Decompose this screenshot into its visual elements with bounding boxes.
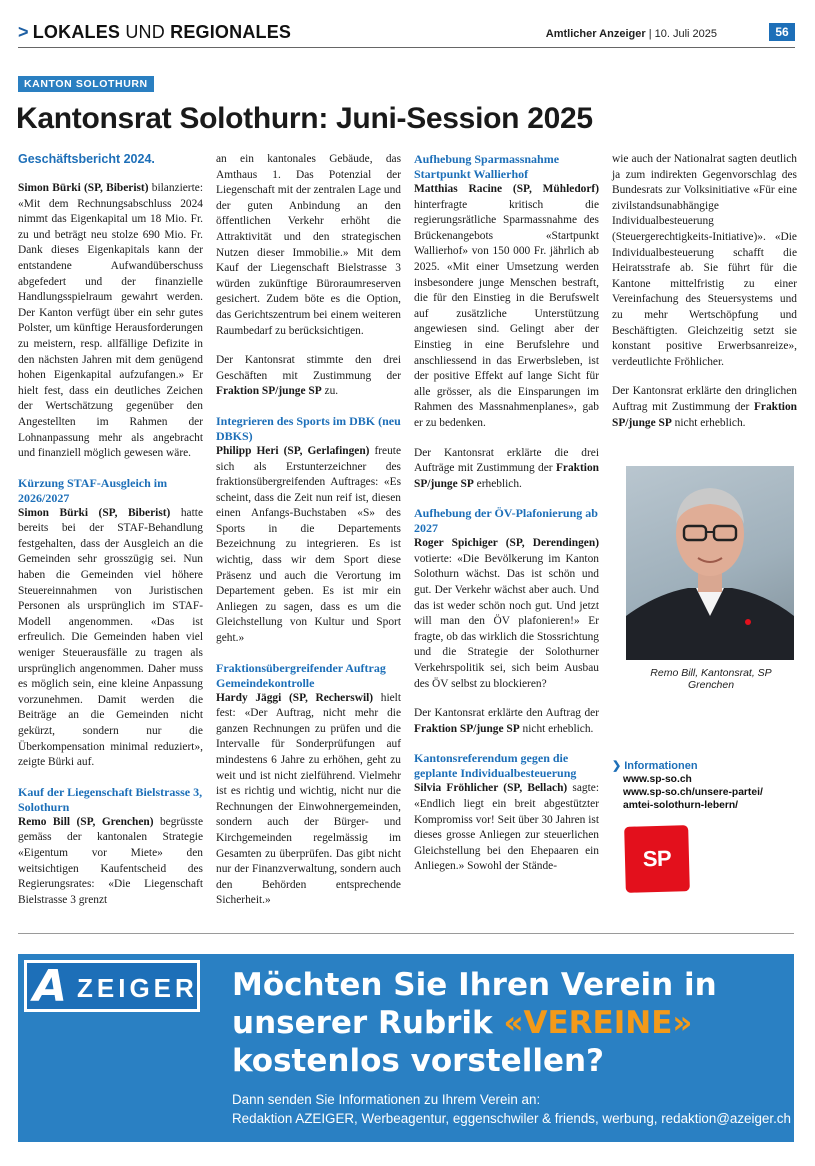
ad-headline: Möchten Sie Ihren Verein in unserer Rubrik «VEREINE» kostenlos vorstellen? <box>232 967 717 1079</box>
azeiger-logo-mark: A <box>33 961 68 1012</box>
info-box <box>612 760 763 812</box>
paragraph: Philipp Heri (SP, Gerlafingen) freute sich als Erstunterzeichner des fraktionsübergreifenden Auftrages: «Es scheint, dass die Zeit nun reif ist, diesen einen Anfangs-Buchstaben «S» des Sports in die Departements Bezeichnung zu integrieren. Es ist wichtig, dass wir dem Sport diese Präsenz und auch die Verortung im Departement geben. Es ist mir ein Anliegen zu sagen, dass es um die Gleichstellung von Kultur und Sport geht.» <box>216 444 401 645</box>
portrait-photo <box>626 466 794 660</box>
paragraph: an ein kantonales Gebäude, das Amthaus 1. Das Potenzial der Liegenschaft mit der zentralen Lage und der guten Anbindung an den öffentlichen Verkehr erhöht die Attraktivität und den strategischen Nutzen dieser Immobilie.» Mit dem Kauf der Liegenschaft Bielstrasse 3 würden zukünftige Büroraumreserven gesichert. Zudem böte es die Option, das Gerichtszentrum bei einem weiteren Raumbedarf zu berücksichtigen. <box>216 153 401 337</box>
paragraph: Matthias Racine (SP, Mühledorf) hinterfragte kritisch die regierungsrätliche Sparmassnahme des Brückenangebots «Startpunkt Wallierhof» von 150 000 Fr. jährlich ab 2025. «Mit einer Umsetzung werden insbesondere junge Menschen bestraft, die für den Einstieg in die Berufswelt auf zusätzliche Unterstützung angewiesen sind. Gelingt aber der Einstieg in eine Berufslehre und anschliessend in das Erwerbsleben, ist der positive Effekt auf lange Sicht für alle grösser, als die Einsparungen im Rahmen des Massnahmenplanes», gab er zu bedenken. <box>414 183 599 429</box>
article-column-4 <box>612 152 797 445</box>
headline: Kantonsrat Solothurn: Juni-Session 2025 <box>16 102 593 135</box>
paragraph: Remo Bill (SP, Grenchen) begrüsste gemäss der kantonalen Strategie «Eigentum vor Miete» den weitsichtigen Kaufentscheid des Regierungsrates: «Die Liegenschaft Bielstrasse 3 grenzt <box>18 815 203 906</box>
page-number: 56 <box>769 23 795 41</box>
info-title: ❯ Informationen <box>612 760 698 772</box>
azeiger-advertisement <box>18 954 794 1142</box>
article-column-1 <box>18 152 203 922</box>
paragraph: Hardy Jäggi (SP, Recherswil) hielt fest: «Der Auftrag, nicht mehr die ganzen Rechnungen zu prüfen und die Intervalle für Sonderprüfungen auf mindestens 6 Jahre zu erhöhen, geht zu weit und ist nicht zielführend. Vielmehr ist es richtig und wichtig, nicht nur die Rechnungen der Einwohnergemeinden, sondern auch der Bürger- und Kirchgemeinden regelmässig im Gesamten zu überprüfen. Das gibt nicht nur der Finanzverwaltung, sondern auch den Behörden entsprechende Sicherheit.» <box>216 691 401 907</box>
portrait-illustration <box>626 466 794 660</box>
paragraph: Simon Bürki (SP, Biberist) hatte bereits bei der STAF-Behandlung festgehalten, dass der Ausgleich an die Gemeinden sehr grosszügig sei. Nun haben die Gemeinden viel höhere Steuereinnahmen von Juristischen Personen als ursprünglich im STAF-Modell angenommen. «Das ist erfreulich. Die Gemeinden haben viel weniger Steuerausfälle zu tragen als ursprünglich angenommen. Daher muss es möglich sein, eine kleine Anpassung vorzunehmen. Damit werden die Beiträge an die Gemeinden nicht gekürzt, sondern nur die Überkompensation minimal reduziert», zeigte Bürki auf. <box>18 506 203 769</box>
subheading: Kantonsreferendum gegen die geplante Individualbesteuerung <box>414 751 577 781</box>
sp-party-logo: SP <box>624 825 690 893</box>
kicker-label: KANTON SOLOTHURN <box>18 76 154 92</box>
chevron-right-icon: ❯ <box>612 760 622 772</box>
section-title: > LOKALES UND REGIONALES <box>18 22 292 42</box>
divider <box>18 933 794 934</box>
azeiger-logo <box>24 960 200 1012</box>
paragraph: Roger Spichiger (SP, Derendingen) votierte: «Die Bevölkerung im Kanton Solothurn wächst. Das ist schön und gut. Der Verkehr wächst aber auch. Und das ist weder schön noch gut. Und jetzt will man den ÖV plafonieren!» Er fragte, ob das wirklich die Stossrichtung und die Strategie der Solothurner Verkehrspolitik sei, sich beim Ausbau des ÖV selbst zu blockieren? <box>414 537 599 690</box>
subheading: Aufhebung der ÖV-Plafonierung ab 2027 <box>414 506 598 536</box>
publication-info: Amtlicher Anzeiger | 10. Juli 2025 <box>545 28 717 40</box>
page-header <box>18 22 795 48</box>
info-link[interactable]: amtei-solothurn-lebern/ <box>623 800 738 811</box>
subheading: Integrieren des Sports im DBK (neu DBKS) <box>216 413 401 443</box>
subheading: Fraktionsübergreifender Auftrag Gemeindekontrolle <box>216 660 386 690</box>
paragraph: Silvia Fröhlicher (SP, Bellach) sagte: «Endlich liegt ein breit abgestützter Kompromiss vor! Seit über 30 Jahren ist dieses grosse Anliegen zur steuerlichen Gleichstellung bei den Ehepaaren ein Anliegen.» Sowohl der Stände- <box>414 782 599 873</box>
paragraph: Der Kantonsrat erklärte den Auftrag der Fraktion SP/junge SP nicht erheblich. <box>414 707 599 735</box>
subheading: Kürzung STAF-Ausgleich im 2026/2027 <box>18 475 168 505</box>
subheading: Aufhebung Sparmassnahme Startpunkt Wallierhof <box>414 152 560 181</box>
info-link[interactable]: www.sp-so.ch/unsere-partei/ <box>623 787 763 798</box>
paragraph: Der Kantonsrat erklärte die drei Aufträge mit Zustimmung der Fraktion SP/junge SP erheblich. <box>414 446 599 490</box>
photo-caption: Remo Bill, Kantonsrat, SP Grenchen <box>650 667 772 691</box>
paragraph: wie auch der Nationalrat sagten deutlich ja zum indirekten Gegenvorschlag des Bundesrats zur Volksinitiative «Für eine zivilstandsunabhängige Individualbesteuerung (Steuergerechtigkeits-Initiative)». «Die Individualbesteuerung schafft die Heiratsstrafe ab. Sie führt für die Kantone mittelfristig zu einer Vereinfachung des Steuersystems und zu mehr Wertschöpfung und Beschäftigten. Gleichzeitig setzt sie konstant positive Erwerbsanreize», verdeutlichte Fröhlicher. <box>612 153 797 368</box>
paragraph: Der Kantonsrat stimmte den drei Geschäften mit Zustimmung der Fraktion SP/junge SP zu. <box>216 354 401 398</box>
article-column-3 <box>414 152 599 889</box>
azeiger-logo-text: ZEIGER <box>77 973 198 1003</box>
paragraph: Simon Bürki (SP, Biberist) bilanzierte: «Mit dem Rechnungsabschluss 2024 nimmt das Eigenkapital um 18 Mio. Fr. zu und beträgt neu stolze 690 Mio. Fr. Dank dieses Eigenkapitals kann der entstandene Aufwandüberschuss abgefedert und der finanzielle Handlungsspielraum gewahrt werden. Der Kanton verfügt über ein sehr gutes Polster, um künftige Herausforderungen zu meistern, resp. allfällige Defizite in den nächsten Jahren mit dem genügend hohen Eigenkapital aufzufangen.» Er hielt fest, dass ein deutliches Zeichen der Wertschätzung gegenüber den Angestellten im Rahmen der Lohnanpassung mehr als angebracht und finanziell möglich gewesen wäre. <box>18 182 203 460</box>
info-link[interactable]: www.sp-so.ch <box>623 774 692 785</box>
ad-contact-text: Dann senden Sie Informationen zu Ihrem Verein an: Redaktion AZEIGER, Werbeagentur, eggenschwiler & friends, werbung, redaktion@azeiger.ch <box>232 1092 791 1126</box>
article-column-2 <box>216 152 401 923</box>
subheading: Kauf der Liegenschaft Bielstrasse 3, Solothurn <box>18 784 203 814</box>
paragraph: Der Kantonsrat erklärte den dringlichen Auftrag mit Zustimmung der Fraktion SP/junge SP nicht erheblich. <box>612 385 797 429</box>
ad-highlight: «VEREINE» <box>503 1005 693 1041</box>
subheading: Geschäftsbericht 2024. <box>18 152 155 166</box>
arrow-icon: > <box>18 22 29 42</box>
